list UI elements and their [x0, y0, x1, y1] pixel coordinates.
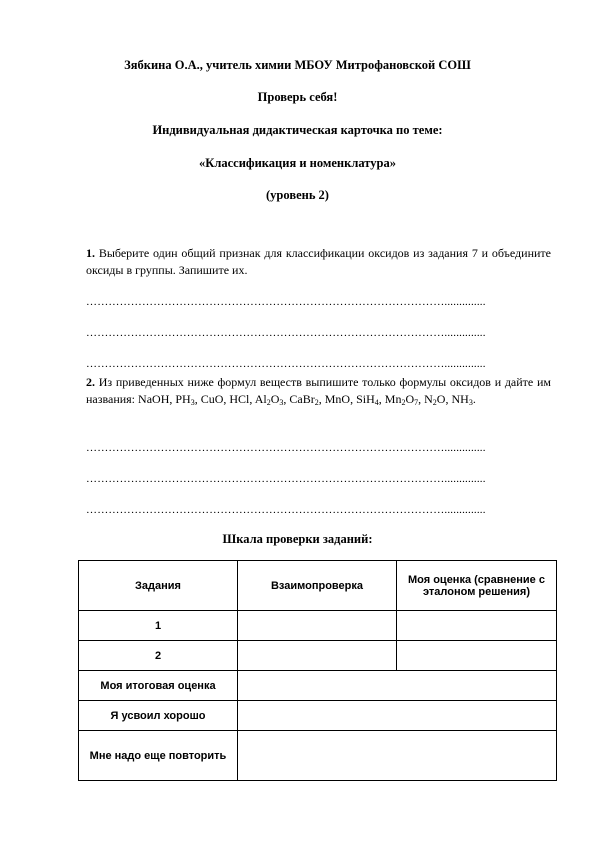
grading-table	[78, 560, 557, 781]
task-1	[86, 245, 551, 279]
final-grade-cell[interactable]	[238, 671, 557, 701]
my-grade-cell[interactable]	[397, 641, 557, 671]
table-header-row	[79, 561, 557, 611]
header-tasks: Задания	[79, 561, 238, 611]
check-yourself-heading: Проверь себя!	[257, 90, 338, 104]
chemical-formula: $NH_3$	[451, 392, 473, 407]
chemical-formula: CuO	[200, 392, 224, 406]
need-repeat-label: Мне надо еще повторить	[79, 731, 238, 781]
need-repeat-cell[interactable]	[238, 731, 557, 781]
header-peer-review: Взаимопроверка	[238, 561, 397, 611]
chemical-formula: $N_2O$	[424, 392, 446, 407]
chemical-formula: NaOH	[138, 392, 170, 406]
task-2-text: Из приведенных ниже формул веществ выпишите только формулы оксидов и дайте им названия:	[86, 375, 551, 406]
answer-line[interactable]: ……………………………………………………………………………………..............	[86, 473, 486, 485]
table-row	[79, 731, 557, 781]
answer-line[interactable]: ……………………………………………………………………………………..............	[86, 442, 486, 454]
chemical-formula: SiH$_4$	[356, 392, 379, 407]
learned-well-label: Я усвоил хорошо	[79, 701, 238, 731]
scale-title: Шкала проверки заданий:	[222, 532, 373, 546]
answer-line[interactable]: ……………………………………………………………………………………..............	[86, 504, 486, 516]
chemical-formula: $Al_2O_3$	[254, 392, 284, 407]
topic-title: «Классификация и номенклатура»	[199, 156, 396, 170]
table-row	[79, 671, 557, 701]
header-my-grade: Моя оценка (сравнение с эталоном решения)	[397, 561, 557, 611]
level-label: (уровень 2)	[266, 188, 329, 202]
chemical-formula: $Mn_2O_7$	[384, 392, 419, 407]
task-1-text: Выберите один общий признак для классификации оксидов из задания 7 и объедините оксиды в группы. Запишите их.	[86, 246, 551, 277]
learned-well-cell[interactable]	[238, 701, 557, 731]
chemical-formula: CaBr$_2$	[289, 392, 319, 407]
answer-line[interactable]: ……………………………………………………………………………………..............	[86, 358, 486, 370]
task-2-number: 2.	[86, 375, 95, 389]
table-row	[79, 611, 557, 641]
answer-line[interactable]: ……………………………………………………………………………………..............	[86, 327, 486, 339]
task-number-cell: 1	[79, 611, 238, 641]
my-grade-cell[interactable]	[397, 611, 557, 641]
chemical-formula: MnO	[324, 392, 351, 406]
answer-line[interactable]: ……………………………………………………………………………………..............	[86, 296, 486, 308]
table-row	[79, 641, 557, 671]
task-number-cell: 2	[79, 641, 238, 671]
chemical-formula: HCl	[229, 392, 250, 406]
author-line: Зябкина О.А., учитель химии МБОУ Митрофановской СОШ	[124, 58, 471, 72]
task-2	[86, 374, 551, 408]
task-1-number: 1.	[86, 246, 95, 260]
card-title: Индивидуальная дидактическая карточка по теме:	[152, 123, 443, 137]
peer-review-cell[interactable]	[238, 611, 397, 641]
table-row	[79, 701, 557, 731]
final-grade-label: Моя итоговая оценка	[79, 671, 238, 701]
formula-list: NaOH, $PH_3$, CuO, HCl, $Al_2O_3$, CaBr$_2$, MnO, SiH$_4$, $Mn_2O_7$, $N_2O$, $NH_3$.	[138, 392, 476, 407]
peer-review-cell[interactable]	[238, 641, 397, 671]
chemical-formula: $PH_3$	[175, 392, 195, 407]
